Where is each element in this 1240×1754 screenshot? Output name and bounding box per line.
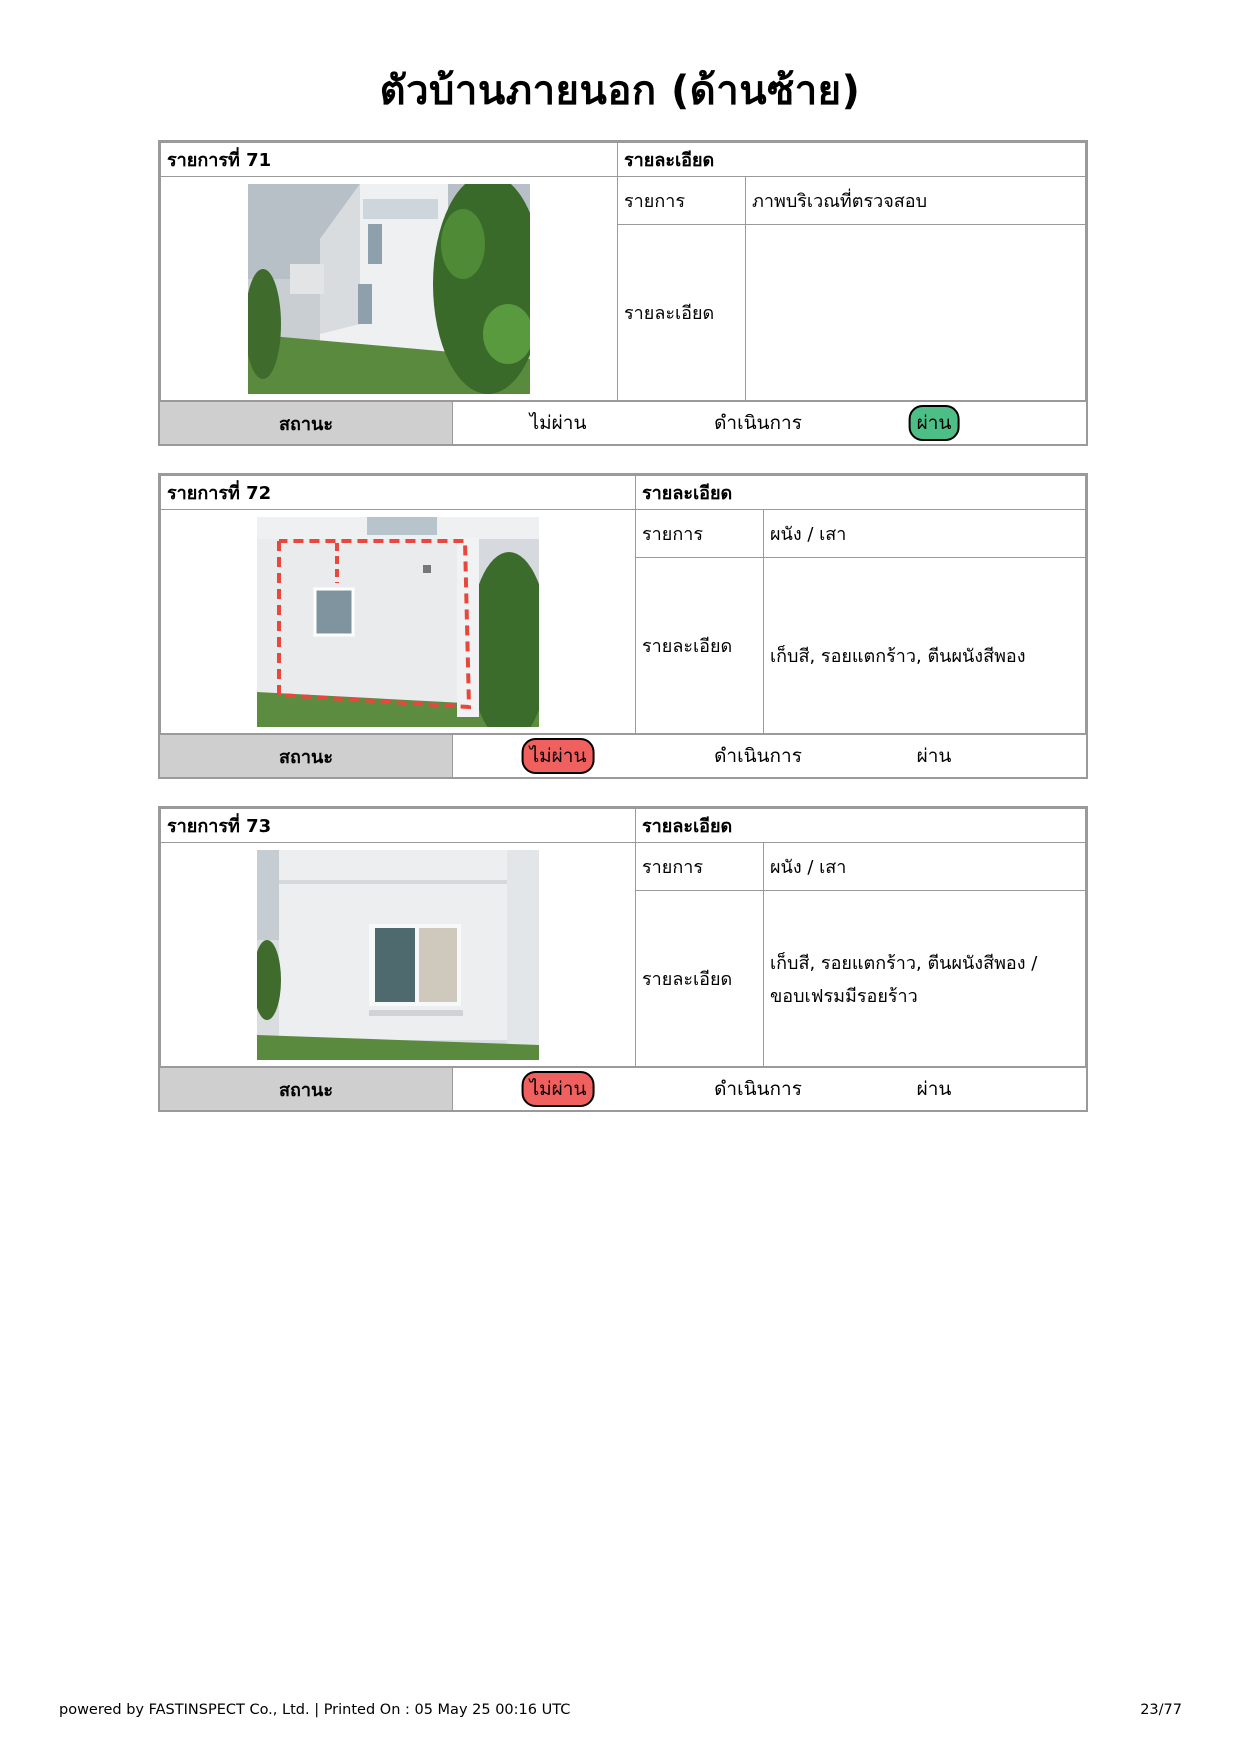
- detail-header: รายละเอียด: [636, 476, 1086, 510]
- inspection-photo[interactable]: [257, 850, 539, 1060]
- item-value: ผนัง / เสา: [764, 843, 1086, 891]
- inspection-item-71: [158, 140, 1088, 446]
- status-pass-option-selected[interactable]: ผ่าน: [909, 405, 960, 441]
- item-value: ผนัง / เสา: [764, 510, 1086, 558]
- status-bar: [160, 1067, 1086, 1110]
- status-options: [453, 735, 1086, 777]
- status-bar: [160, 734, 1086, 777]
- inspection-item-72: [158, 473, 1088, 779]
- status-bar: [160, 401, 1086, 444]
- item-number: รายการที่ 72: [161, 476, 636, 510]
- detail-line-2: ขอบเฟรมมีรอยร้าว: [770, 985, 918, 1007]
- detail-label: รายละเอียด: [618, 225, 746, 401]
- inspection-photo[interactable]: [248, 184, 530, 394]
- status-in-progress-option[interactable]: ดำเนินการ: [714, 745, 802, 767]
- detail-label: รายละเอียด: [636, 891, 764, 1067]
- item-label: รายการ: [618, 177, 746, 225]
- detail-header: รายละเอียด: [636, 809, 1086, 843]
- page-title: ตัวบ้านภายนอก (ด้านซ้าย): [379, 68, 861, 114]
- status-options: [453, 402, 1086, 444]
- footer-credit: powered by FASTINSPECT Co., Ltd. | Printed On : 05 May 25 00:16 UTC: [59, 1702, 571, 1718]
- detail-line-1: เก็บสี, รอยแตกร้าว, ตีนผนังสีพอง: [770, 646, 1026, 667]
- status-label: สถานะ: [160, 1068, 453, 1110]
- detail-header: รายละเอียด: [618, 143, 1086, 177]
- status-pass-option[interactable]: ผ่าน: [916, 745, 952, 767]
- detail-label: รายละเอียด: [636, 558, 764, 734]
- status-fail-option-selected[interactable]: ไม่ผ่าน: [522, 738, 595, 774]
- detail-line-1: เก็บสี, รอยแตกร้าว, ตีนผนังสีพอง /: [770, 952, 1038, 974]
- status-fail-option-selected[interactable]: ไม่ผ่าน: [522, 1071, 595, 1107]
- status-label: สถานะ: [160, 402, 453, 444]
- item-number: รายการที่ 73: [161, 809, 636, 843]
- status-pass-option[interactable]: ผ่าน: [916, 1078, 952, 1100]
- photo-cell: [161, 843, 636, 1067]
- item-number: รายการที่ 71: [161, 143, 618, 177]
- status-in-progress-option[interactable]: ดำเนินการ: [714, 412, 802, 434]
- detail-value: [764, 558, 1086, 734]
- status-label: สถานะ: [160, 735, 453, 777]
- photo-cell: [161, 510, 636, 734]
- item-label: รายการ: [636, 510, 764, 558]
- detail-value: [746, 225, 1086, 401]
- item-label: รายการ: [636, 843, 764, 891]
- status-fail-option[interactable]: ไม่ผ่าน: [529, 412, 587, 434]
- inspection-photo[interactable]: [257, 517, 539, 727]
- inspection-item-73: [158, 806, 1088, 1112]
- status-options: [453, 1068, 1086, 1110]
- page-number: 23/77: [1140, 1702, 1182, 1718]
- item-value: ภาพบริเวณที่ตรวจสอบ: [746, 177, 1086, 225]
- detail-value: [764, 891, 1086, 1067]
- photo-cell: [161, 177, 618, 401]
- status-in-progress-option[interactable]: ดำเนินการ: [714, 1078, 802, 1100]
